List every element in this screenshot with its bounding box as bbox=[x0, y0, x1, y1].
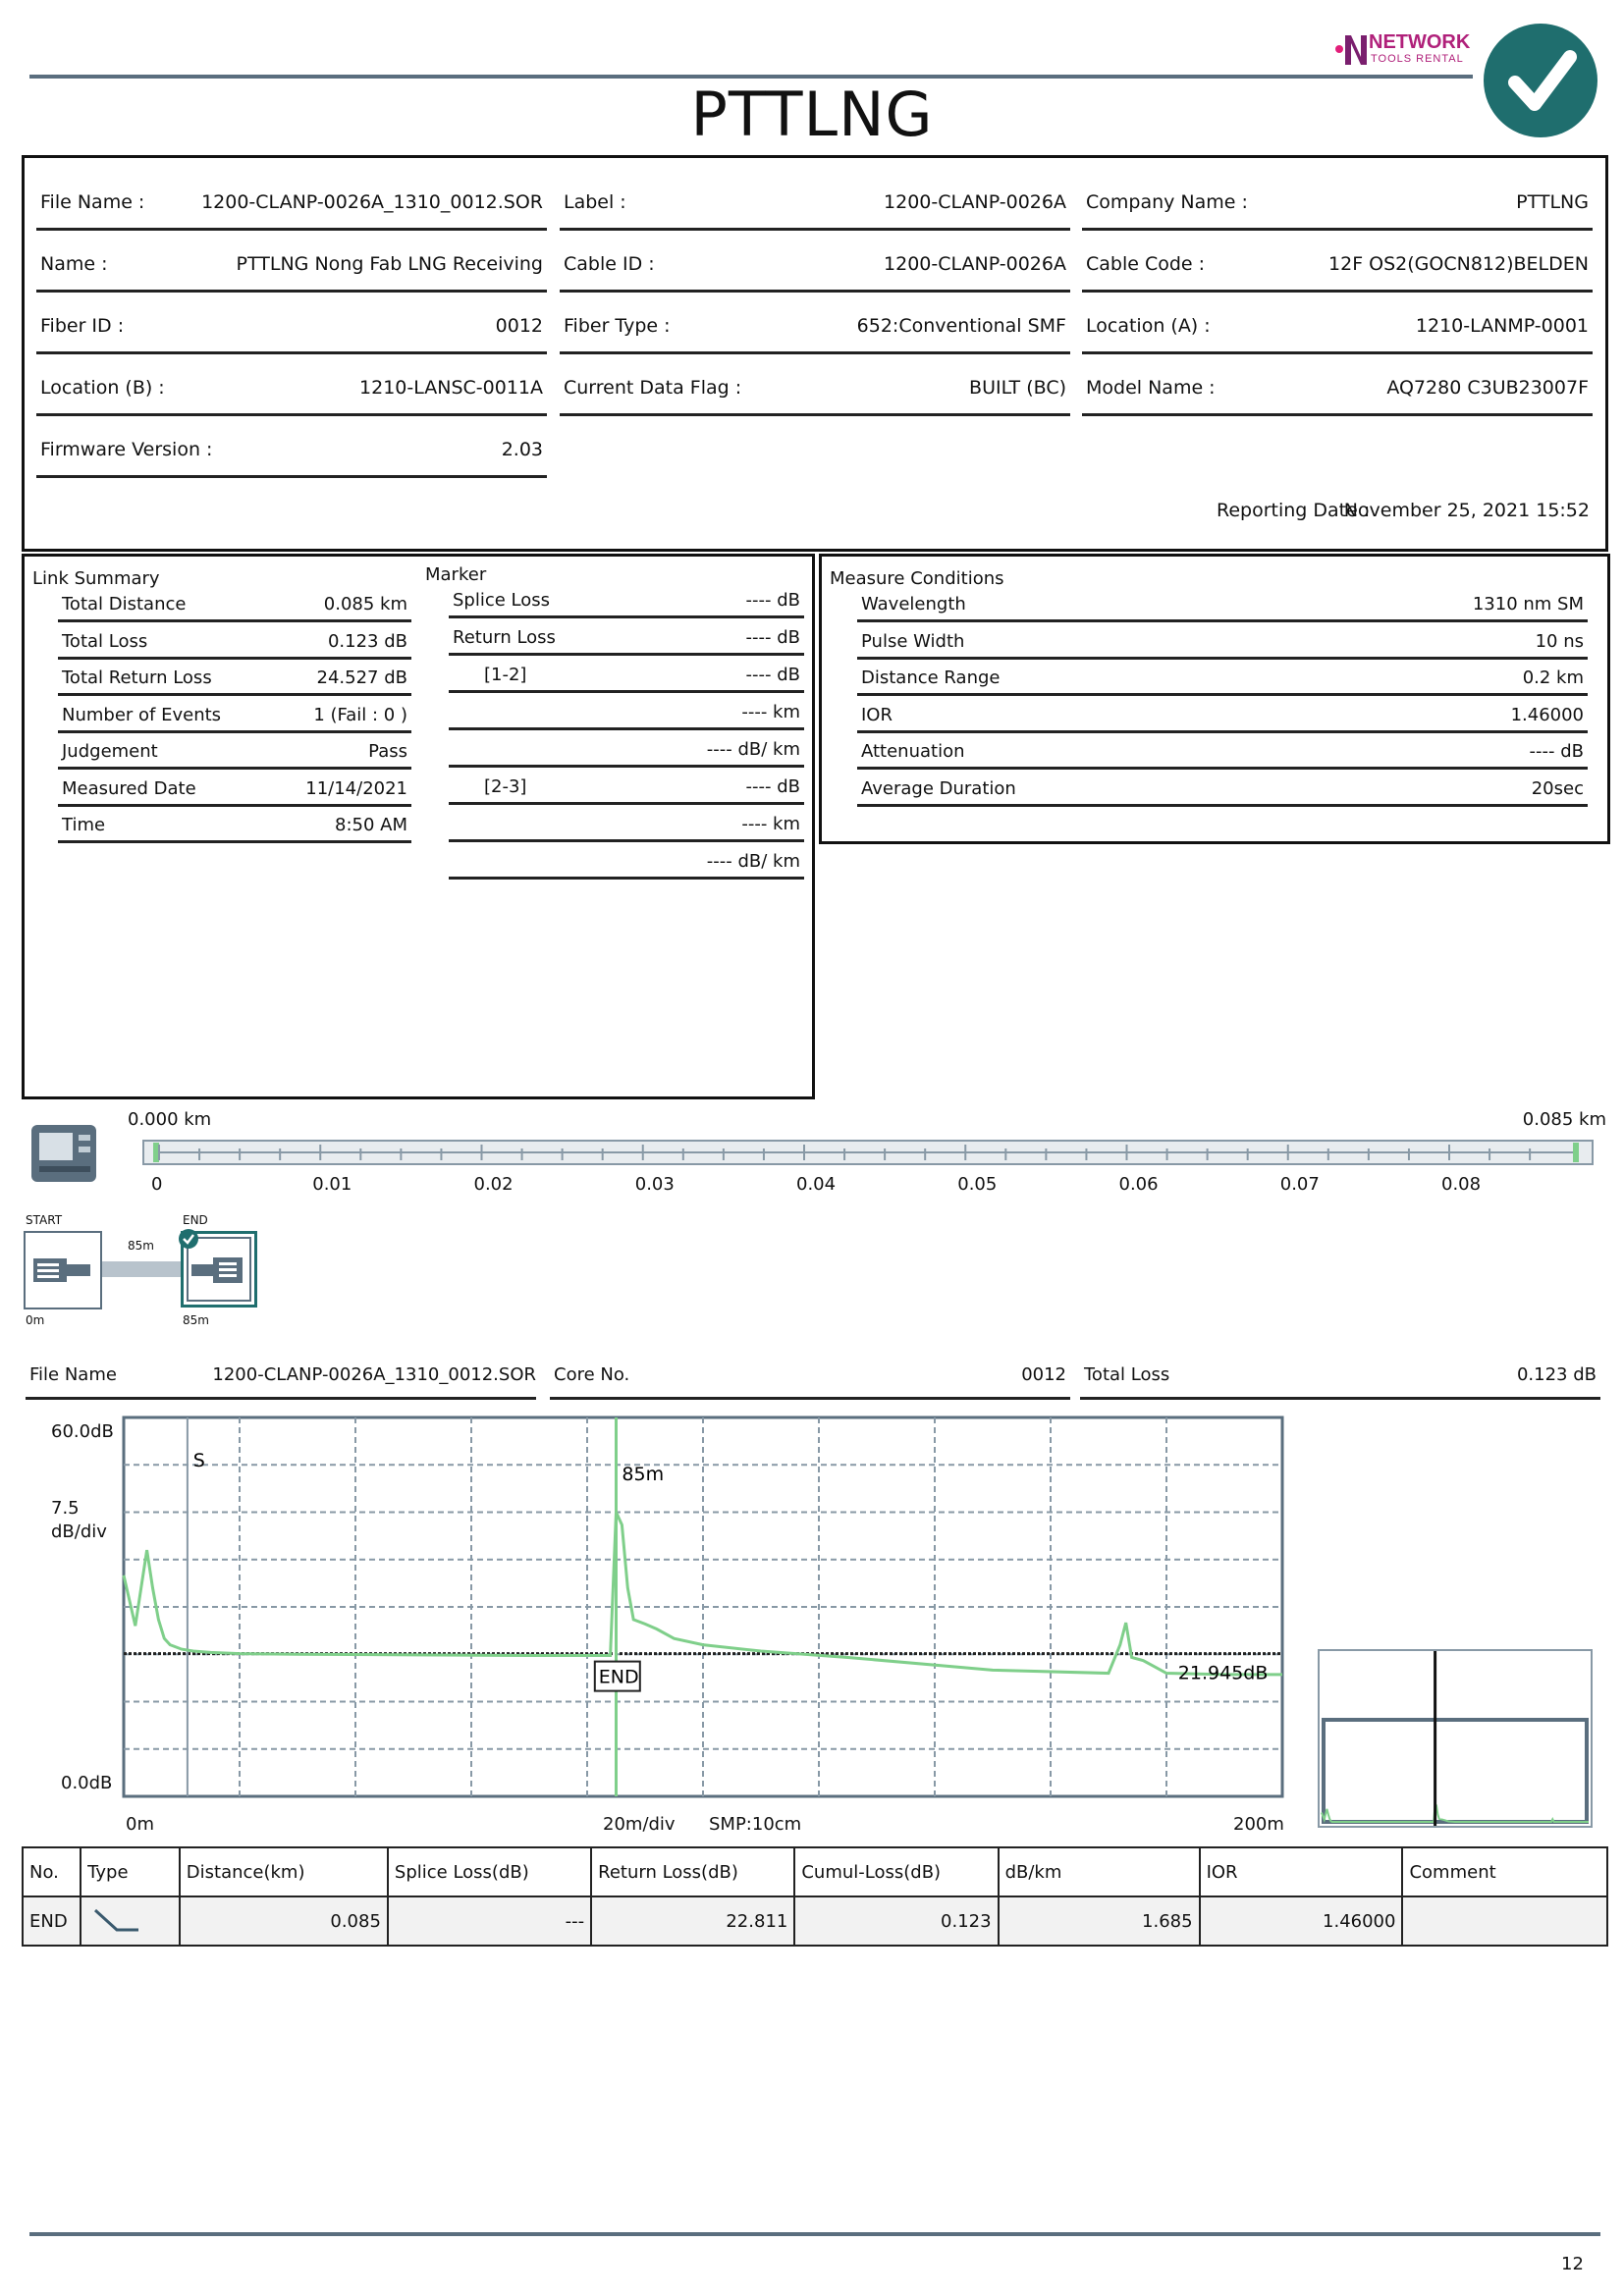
info-box bbox=[22, 155, 1608, 552]
marker-title: Marker bbox=[425, 564, 487, 585]
cell-cumul: 0.123 bbox=[794, 1896, 998, 1946]
x-div-label: 20m/div bbox=[603, 1814, 676, 1835]
footer-rule bbox=[29, 2232, 1600, 2236]
x-left-label: 0m bbox=[126, 1814, 154, 1835]
info-file-name: File Name : 1200-CLANP-0026A_1310_0012.SOR bbox=[36, 172, 547, 231]
x-right-label: 200m bbox=[1233, 1814, 1284, 1835]
y-div-unit: dB/div bbox=[51, 1522, 107, 1542]
cell-distance: 0.085 bbox=[180, 1896, 388, 1946]
cell-comment bbox=[1402, 1896, 1607, 1946]
measure-conditions-box bbox=[819, 554, 1610, 844]
info-fiber-id: Fiber ID : 0012 bbox=[36, 295, 547, 354]
event-distance-label: 85m bbox=[622, 1464, 665, 1485]
events-table bbox=[22, 1846, 1608, 1947]
y-top-label: 60.0dB bbox=[51, 1421, 114, 1442]
marker-row: ---- dB/ km bbox=[449, 731, 804, 768]
measure-condition-row: IOR 1.46000 bbox=[857, 697, 1588, 733]
y-bottom-label: 0.0dB bbox=[61, 1773, 113, 1793]
start-marker-label: S bbox=[192, 1450, 205, 1471]
measure-condition-row: Attenuation ---- dB bbox=[857, 733, 1588, 770]
logo-mark-icon bbox=[1331, 27, 1371, 71]
scale-tick-label: 0.02 bbox=[473, 1174, 514, 1195]
scale-tick-label: 0.07 bbox=[1279, 1174, 1320, 1195]
info-fiber-type: Fiber Type : 652:Conventional SMF bbox=[560, 295, 1070, 354]
page-number: 12 bbox=[1561, 2254, 1584, 2274]
marker-row: ---- km bbox=[449, 806, 804, 842]
map-end-label: END bbox=[183, 1213, 208, 1227]
scale-tick-label: 0.04 bbox=[796, 1174, 837, 1195]
smp-label: SMP:10cm bbox=[709, 1814, 802, 1835]
info-label: Label : 1200-CLANP-0026A bbox=[560, 172, 1070, 231]
scale-end-label: 0.085 km bbox=[1522, 1109, 1606, 1130]
reporting-date: November 25, 2021 15:52 bbox=[1343, 500, 1590, 521]
table-row bbox=[23, 1896, 1607, 1946]
info-location-a: Location (A) : 1210-LANMP-0001 bbox=[1082, 295, 1593, 354]
marker-row: ---- km bbox=[449, 694, 804, 730]
scale-tick-label: 0.01 bbox=[312, 1174, 352, 1195]
y-div-label: 7.5 bbox=[51, 1498, 80, 1519]
scale-tick-label: 0.08 bbox=[1441, 1174, 1482, 1195]
link-summary-row: Judgement Pass bbox=[58, 733, 411, 770]
events-column-header: Type bbox=[81, 1847, 180, 1896]
info-location-b: Location (B) : 1210-LANSC-0011A bbox=[36, 357, 547, 416]
measure-condition-row: Pulse Width 10 ns bbox=[857, 623, 1588, 660]
map-span-label: 85m bbox=[128, 1239, 154, 1253]
marker-row: Return Loss ---- dB bbox=[449, 619, 804, 656]
events-column-header: Distance(km) bbox=[180, 1847, 388, 1896]
link-summary-row: Total Loss 0.123 dB bbox=[58, 623, 411, 660]
reporting-date-label: Reporting Date : bbox=[1217, 500, 1371, 521]
link-summary-row: Time 8:50 AM bbox=[58, 807, 411, 843]
trace-total-loss: Total Loss 0.123 dB bbox=[1080, 1351, 1600, 1400]
cell-ior: 1.46000 bbox=[1200, 1896, 1403, 1946]
summary-box bbox=[22, 554, 815, 1099]
info-cable-id: Cable ID : 1200-CLANP-0026A bbox=[560, 234, 1070, 293]
trace-file-name: File Name 1200-CLANP-0026A_1310_0012.SOR bbox=[26, 1351, 536, 1400]
info-cable-code: Cable Code : 12F OS2(GOCN812)BELDEN bbox=[1082, 234, 1593, 293]
info-current-data-flag: Current Data Flag : BUILT (BC) bbox=[560, 357, 1070, 416]
info-company-name: Company Name : PTTLNG bbox=[1082, 172, 1593, 231]
marker-row: ---- dB/ km bbox=[449, 843, 804, 880]
cell-splice: --- bbox=[388, 1896, 591, 1946]
events-column-header: Cumul-Loss(dB) bbox=[794, 1847, 998, 1896]
info-name: Name : PTTLNG Nong Fab LNG Receiving bbox=[36, 234, 547, 293]
end-event-icon bbox=[81, 1896, 180, 1946]
otdr-device-icon bbox=[29, 1121, 98, 1186]
scale-tick-label: 0 bbox=[151, 1174, 163, 1195]
end-ok-icon bbox=[179, 1229, 198, 1249]
scale-tick-label: 0.03 bbox=[634, 1174, 675, 1195]
cell-no: END bbox=[23, 1896, 81, 1946]
events-table-header bbox=[23, 1847, 1607, 1896]
scale-start-label: 0.000 km bbox=[128, 1109, 212, 1130]
start-connector-icon bbox=[24, 1231, 102, 1309]
events-column-header: No. bbox=[23, 1847, 81, 1896]
events-column-header: dB/km bbox=[999, 1847, 1200, 1896]
fiber-span bbox=[102, 1261, 181, 1277]
link-summary-row: Total Distance 0.085 km bbox=[58, 586, 411, 622]
cell-return-loss: 22.811 bbox=[591, 1896, 794, 1946]
logo-subtext: TOOLS RENTAL bbox=[1371, 53, 1464, 65]
link-summary-row: Total Return Loss 24.527 dB bbox=[58, 660, 411, 696]
info-firmware-version: Firmware Version : 2.03 bbox=[36, 419, 547, 478]
map-start-label: START bbox=[26, 1213, 63, 1227]
page-title: PTTLNG bbox=[690, 79, 934, 150]
scale-tick-label: 0.05 bbox=[957, 1174, 998, 1195]
measure-conditions-title: Measure Conditions bbox=[830, 568, 1004, 589]
events-column-header: Return Loss(dB) bbox=[591, 1847, 794, 1896]
measure-condition-row: Distance Range 0.2 km bbox=[857, 660, 1588, 696]
map-start-dist: 0m bbox=[26, 1313, 45, 1327]
events-column-header: Splice Loss(dB) bbox=[388, 1847, 591, 1896]
info-model-name: Model Name : AQ7280 C3UB23007F bbox=[1082, 357, 1593, 416]
cell-dbkm: 1.685 bbox=[999, 1896, 1200, 1946]
link-summary-title: Link Summary bbox=[32, 568, 160, 589]
marker-row: [1-2] ---- dB bbox=[449, 657, 804, 693]
link-summary-row: Number of Events 1 (Fail : 0 ) bbox=[58, 697, 411, 733]
map-end-dist: 85m bbox=[183, 1313, 209, 1327]
level-value-label: 21.945dB bbox=[1177, 1662, 1269, 1684]
link-summary-row: Measured Date 11/14/2021 bbox=[58, 771, 411, 807]
measure-condition-row: Wavelength 1310 nm SM bbox=[857, 586, 1588, 622]
overview-chart bbox=[1318, 1649, 1593, 1828]
trace-chart bbox=[118, 1410, 1286, 1806]
events-column-header: IOR bbox=[1200, 1847, 1403, 1896]
distance-scale bbox=[141, 1139, 1595, 1168]
measure-condition-row: Average Duration 20sec bbox=[857, 771, 1588, 807]
events-column-header: Comment bbox=[1402, 1847, 1607, 1896]
trace-core-no: Core No. 0012 bbox=[550, 1351, 1070, 1400]
marker-row: Splice Loss ---- dB bbox=[449, 582, 804, 618]
end-event-label: END bbox=[598, 1666, 639, 1688]
marker-row: [2-3] ---- dB bbox=[449, 769, 804, 805]
scale-tick-label: 0.06 bbox=[1118, 1174, 1159, 1195]
logo-text: NETWORK bbox=[1369, 31, 1471, 53]
